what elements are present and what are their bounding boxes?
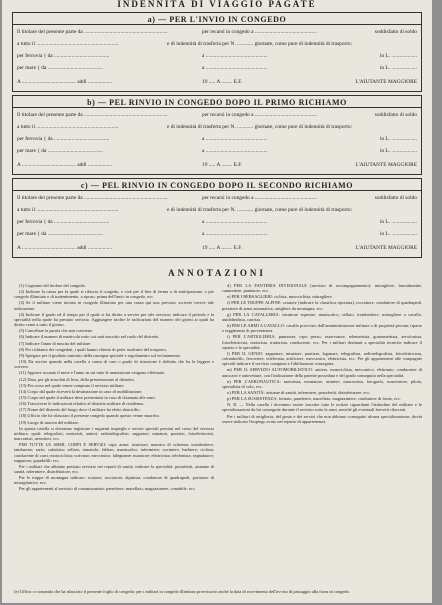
- section-b-line-5: A ........................................ addì .................. 19 ..... A ........ E.F. L'AIUTANTE MAGGIORE: [17, 162, 417, 168]
- section-c-line-3: per ferrovia { da ......................................... a .............................................. in L. ...................: [17, 219, 417, 225]
- annotation-paragraph: (13) Per corso nel quale venne compiuto il servizio militare.: [19, 382, 125, 388]
- annotation-paragraph: (11) Apporre accanto il mese e l'anno in cui tutte le annotazioni vengono effettuate.: [19, 370, 166, 376]
- annotation-paragraph: (3) Se il militare viene inviato in congedo illimitato per una causa qui non prevista, scrivere invece tale indicazione.: [14, 300, 214, 311]
- annotation-paragraph: e) PER I BERSAGLIERI: ciclista, motociclista, mitragliere.: [227, 294, 333, 300]
- annotation-paragraph: (7) Indicare l'anno di nascita del militare.: [19, 340, 92, 346]
- annotation-paragraph: (6) Indicare il numero di matricola sotto cui sarà inscritto nel ruolo del distretto.: [19, 334, 160, 340]
- section-a-line-4: per mare { da ......................................... a .............................................. in L. ...................: [17, 65, 417, 71]
- section-a-line-1: Il titolare del presente parte da .............................................................. per recarsi in congedo a .............................................. soddisfatto di soldo: [17, 29, 417, 35]
- annotation-paragraph: Per le truppe di montagna indicare: sciatore, rocciatore, alpinista, conduttore di quadrupedi, portatore di mitragliatrice, ecc.: [14, 475, 214, 486]
- annotation-paragraph: (16) Trascrivere le indicazioni relative al distretto militare di residenza.: [19, 401, 145, 407]
- annotation-paragraph: (19) Luogo di nascita del militare.: [19, 419, 79, 425]
- section-b-heading: b) — PEL RINVIO IN CONGEDO DOPO IL PRIMO RICHIAMO: [13, 96, 421, 108]
- annotation-paragraph: (17) Nome del distretto del luogo dove il militare ha eletto domicilio.: [19, 407, 141, 413]
- section-b-box: [12, 95, 422, 175]
- annotation-paragraph: m) PER IL SERVIZIO AUTOMOBILISTICO: autiere, motociclista, meccanico, elettrauto, conducente di autocarri e autovetture, con l'indicazione della patente posseduta e del grado conseguito nella specialità.: [222, 367, 422, 378]
- annotation-paragraph: (2) Indicare la causa per la quale si rilascia il congedo, e cioè per il fine di ferma o di anticipazione, o per congedo illimitato o di trattenimento, a riposo, prima dell'invio in congedo, ecc.: [14, 289, 214, 300]
- annotation-paragraph: g) PER LA CAVALLERIA: istruttore equestre, maniscalco, sellaio, trombettiere, mitragliere a cavallo, autoblindista, carrista.: [222, 311, 422, 322]
- annotation-paragraph: In questa casella si dovranno registrare i seguenti impieghi e servizi speciali prestati nel corso del servizio militare, quali: telegrafisti, motoristi, autieri, radiotelegrafisti, zappatori, minatori, pontieri, fotoelettricisti, marconisti, aerostieri, ecc.: [14, 425, 214, 442]
- annotation-paragraph: N. B. — Nella casella i dovranno essere inscritte tutte le notizie riguardanti l'attitudine del militare e le specializzazioni da lui conseguite durante il servizio sotto le armi, nonché gli eventuali brevetti rilasciati.: [222, 402, 422, 413]
- annotation-paragraph: p) PER LA SUSSISTENZA: fornaio, panettiere, macellaio, magazziniere, conduttore di forno, ecc.: [227, 396, 401, 402]
- section-a-line-3: per ferrovia { da ......................................... a .............................................. in L. ...................: [17, 53, 417, 59]
- annotation-paragraph: i) PER L'ARTIGLIERIA: puntatore, capo pezzo, osservatore, telemetrista, goniometrista, aerofonista, fotoelettricista, motorista, trattorista, conducente, ecc. Per i militari destinati a specialità tecniche indicare il reparto e la specialità.: [222, 334, 422, 350]
- annotation-paragraph: n) PER L'AERONAUTICA: motorista, montatore, armiere, marconista, fotografo, osservatore, pilota, specialista di volo, ecc.: [222, 378, 422, 389]
- section-c-box: [12, 178, 422, 258]
- section-a-line-5: A ........................................ addì .................. 19 ..... A ........ E.F. L'AIUTANTE MAGGIORE: [17, 79, 417, 85]
- annotation-paragraph: (12) Data, per gli arruolati di leva, della presentazione al distretto.: [19, 376, 135, 382]
- annotation-paragraph: (14) Corpo dal quale riceverà la destinazione in caso di mobilitazione.: [19, 388, 143, 394]
- section-c-heading: c) — PEL RINVIO IN CONGEDO DOPO IL SECONDO RICHIAMO: [13, 179, 421, 191]
- congedo-sheet: [2, 0, 432, 603]
- section-c-line-4: per mare { da ......................................... a .............................................. in L. ...................: [17, 231, 417, 237]
- annotation-paragraph: (10) Da servire quando nella casella a causa di cure o grado di istruzione è definito che ha la leggere e scrivere.: [14, 359, 214, 370]
- annotation-paragraph: (1) Cognome del titolare del congedo.: [19, 283, 86, 288]
- annotation-paragraph: (18) Ufficio che ha rilasciato il presente congedo quando questo venne smarrito.: [19, 413, 160, 419]
- section-b-line-4: per mare { da ......................................... a .............................................. in L. ...................: [17, 148, 417, 154]
- section-a-box: [12, 12, 422, 92]
- annotation-paragraph: Per i militari che abbiano prestato servizio nei reparti di sanità, indicare la specialità: portaferiti, aiutante di sanità, infermiere, disinfettatore, ecc.: [14, 463, 214, 474]
- annotations-right-column: [222, 283, 422, 583]
- annotation-paragraph: f) PER LE TRUPPE ALPINE: sciatore (indicare la classifica riportata), rocciatore, conduttore di quadrupedi, portatore di arma automatica, artigliere da montagna, ecc.: [222, 300, 422, 311]
- annotations-title: ANNOTAZIONI: [168, 268, 266, 278]
- section-c-line-1: Il titolare del presente parte da .............................................................. per recarsi in congedo a .............................................. soddisfatto di soldo: [17, 195, 417, 201]
- section-a-heading: a) — PER L'INVIO IN CONGEDO: [13, 13, 421, 25]
- annotation-paragraph: (15) Corpo nel quale il militare deve presentarsi in caso di chiamata alle armi.: [19, 394, 156, 400]
- annotations-left-column: [14, 283, 214, 583]
- footer-note: (e) Ufficio o comando che ha rilasciato il presente foglio di congedo; per i militari in congedo illimitato provvisorio anche la data di ricevimento dell'avviso di passaggio alla forza in congedo.: [14, 589, 350, 594]
- annotation-paragraph: PER TUTTE LE ARMI, CORPI E SERVIZI: capo arma; istruttore; maestro di scherma; trombettiere; tamburino; sarto; calzolaio; sellaio; armaiolo; fabbro; maniscalco; infermiere; cuciniere; barbiere; ciclista; conducente di carri; motociclista; scrivano; meccanico; falegname; muratore; elettricista; telefonista; segnalatore; zappatore; guardafili; ecc.: [14, 442, 214, 463]
- annotation-paragraph: (9) Spiegare per il giudizio sanitario della rassegna speciale e regolamento sul reclutamento.: [19, 352, 182, 358]
- annotation-paragraph: (4) Indicare il grado ed il tempo per il quale si ha diritto a servire per tale servizio; indicare il periodo e la specialità nella quale ha prestato servizio. Aggiungere inoltre le indicazioni del numero dei giorni ai quali ha diritto come a tutto il giorno.: [14, 311, 214, 328]
- sheet-title: INDENNITÀ DI VIAGGIO PAGATE: [117, 0, 317, 9]
- section-c-line-5: A ........................................ addì .................. 19 ..... A ........ E.F. L'AIUTANTE MAGGIORE: [17, 245, 417, 251]
- annotation-paragraph: d) PER LA FANTERIA DIVISIONALE (servizio di accompagnamento): mitragliere, lanciabombe, cannoniere, puntatore, ecc.: [222, 283, 422, 294]
- annotation-paragraph: h) PER LE ARMI A CAVALLO: cavallo provvisto dall'amministrazione militare o di proprietà privata; riparto e reggimento di provenienza.: [222, 323, 422, 334]
- annotation-paragraph: (8) Per richiamo dei congedati, i quali hanno chiesto di poter usufruire del trasporto.: [19, 346, 167, 352]
- annotation-paragraph: Per gli appartenenti al servizio di commissariato: panettiere, macellaio, magazziniere, contabile, ecc.: [19, 486, 196, 492]
- section-b-line-3: per ferrovia { da ......................................... a .............................................. in L. ...................: [17, 136, 417, 142]
- annotation-paragraph: o) PER LA SANITÀ: aiutante di sanità, infermiere, portaferiti, disinfettatore, ecc.: [227, 389, 371, 395]
- annotation-paragraph: (5) Cancellare la parola che non conviene.: [19, 328, 94, 334]
- section-b-line-2: a tutto il ............................................................. e di indennità di trasferta per N. ............ giornate, come pure di indennità di trasporto:: [17, 124, 353, 130]
- annotation-paragraph: Per i militari di artiglieria, del genio e dei servizi che non abbiano conseguito alcuna specializzazione, dovrà essere indicato l'impiego avuto nel reparto di appartenenza.: [222, 413, 422, 424]
- section-a-line-2: a tutto il ............................................................. e di indennità di trasferta per N. ............ giornate, come pure di indennità di trasporto:: [17, 41, 353, 47]
- annotation-paragraph: l) PER IL GENIO: zappatore, minatore, pontiere, lagunare, telegrafista, radiotelegrafista, fotoelettricista, colombofilo, ferroviere, teleferista, artificiere, meccanico, elettricista, ecc. Per gli appartenenti alle compagnie speciali indicare il servizio compiuto e l'abilitazione conseguita.: [222, 350, 422, 367]
- section-c-line-2: a tutto il ............................................................. e di indennità di trasferta per N. ............ giornate, come pure di indennità di trasporto:: [17, 207, 353, 213]
- section-b-line-1: Il titolare del presente parte da .............................................................. per recarsi in congedo a .............................................. soddisfatto di soldo: [17, 112, 417, 118]
